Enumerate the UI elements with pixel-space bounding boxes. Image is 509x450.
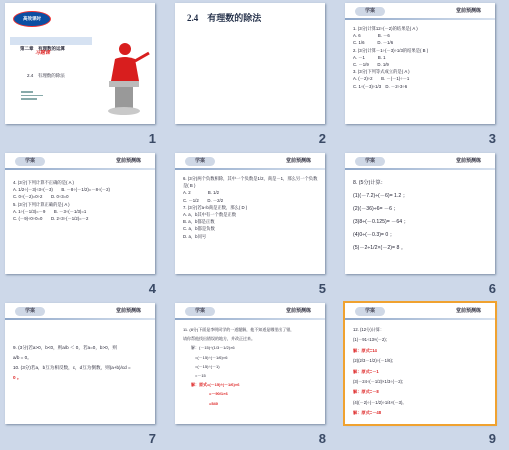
cover-tag: 习题课 bbox=[35, 50, 51, 56]
slide-body: 4. (3分)下列计算不正确的是( A ) A. 1/2÷(－3)÷3÷(－3) B. －8÷(－1/2)=－8÷(－2) C. 0÷(－2)=0÷2 D. 0÷3=0 5. (3分)下列计算正确的是( A ) A. 1÷(－1/3)=－9 B. －3÷(－1/3)=1 C. (－9)÷0÷0=0 D. 2÷3÷(－1/2)=－2 bbox=[13, 180, 110, 222]
cover-author-lines bbox=[21, 89, 47, 103]
cover-lesson: 2.4 有理数的除法 bbox=[27, 73, 65, 78]
slide-header bbox=[5, 303, 155, 323]
slide-number: 9 bbox=[488, 431, 496, 446]
slide-thumbnail-2[interactable] bbox=[170, 0, 340, 150]
slide-header bbox=[345, 153, 495, 173]
header-pill: 学案 bbox=[355, 157, 385, 166]
slide-body: 6. (3分)两个负数相除，其中一个负数是1/2，商是－1，那么另一个负数 是( B ) A. 2 B. 1/2 C. －1/2 D. －2/2 7. (3分)若a÷b商是正数，那么( D ) A. a，b其中有一个数是正数 B. a，b都是正数 C. a，b都是负数 D. a，b同号 bbox=[183, 176, 318, 239]
slide-thumbnail-7[interactable] bbox=[0, 300, 170, 450]
slide-6-canvas bbox=[345, 153, 495, 274]
slide-number: 1 bbox=[148, 131, 156, 146]
slide-body: 1. (3分)计算12÷(－2)的结果是( A ) A. 6 B. －6 C. 1/6 D. －1/6 2. (3分)计算－1÷(－3)÷1/3的结果是( B ) A. －1 B. 1 C. －1/9 D. 1/9 3. (3分)下列等式成立的是( A ) A. (－2)÷2 B. －(－1)÷－1 C. 1÷(－3)÷1/3 D. －2÷3÷6 bbox=[353, 26, 429, 89]
header-title: 堂前预测练 bbox=[285, 158, 311, 164]
slide-thumbnail-6[interactable] bbox=[340, 150, 509, 300]
slide-thumbnail-4[interactable] bbox=[0, 150, 170, 300]
slide-body: 9. (3分)若a>0，b<0，则a/b ＜ 0，若a=0，b>0，则 a/b = 0。 10. (3分)若a，b互为相反数，c，d互为倒数，则(a+b)/cd = 0 。 bbox=[13, 345, 131, 380]
chapter-band: 第二章 有理数的运算 bbox=[10, 37, 92, 45]
slide-thumbnail-8[interactable] bbox=[170, 300, 340, 450]
slide-7-canvas bbox=[5, 303, 155, 424]
header-pill: 学案 bbox=[355, 7, 385, 16]
slide-number: 6 bbox=[488, 281, 496, 296]
slide-9-canvas bbox=[345, 303, 495, 424]
header-title: 堂前预测练 bbox=[115, 308, 141, 314]
header-pill: 学案 bbox=[15, 157, 45, 166]
slide-body: 8. (5分)计算： (1)(－7.2)÷(－6)= 1.2 ； (2)(－36)÷6= －6 ； (3)8÷(－0.125)= －64 ； (4)0÷(－0.3)= 0 ； (5)－2÷1/2×(－2)= 8 。 bbox=[353, 180, 409, 251]
header-pill: 学案 bbox=[185, 307, 215, 316]
slide-body: 12. (12分)计算： (1)－91÷13×(－2); 解：原式=14 (2)(2/3－1/2)÷(－1/6); 解：原式=－1 (3)－24÷(－1/2)×1/3÷(－2); 解：原式=－8 (4)(－2)÷(－1/2)÷1/4×(－3)。 解：原式=－48 bbox=[353, 327, 407, 416]
slide-header bbox=[345, 3, 495, 23]
slide-header bbox=[175, 303, 325, 323]
header-title: 堂前预测练 bbox=[455, 308, 481, 314]
slide-3-canvas bbox=[345, 3, 495, 124]
slide-number: 4 bbox=[148, 281, 156, 296]
slide-header bbox=[5, 153, 155, 173]
slide-number: 2 bbox=[318, 131, 326, 146]
slide-header bbox=[175, 153, 325, 173]
slide-body: 11. (8分)下面是李明同学的一道题解，他不知道是哪里出了错， 请你帮他找出错误的地方，并改正过来。 解：(－15)÷(1/3－1/2)×6 =(－15)÷(－1/6)×6 =(－15)÷(－1) =－15 解：原式=(－15)÷(－1/6)×6 =－90/1×6 =540 bbox=[183, 327, 295, 406]
slide-number: 3 bbox=[488, 131, 496, 146]
slide-8-canvas bbox=[175, 303, 325, 424]
red-figure-podium-icon bbox=[105, 41, 151, 117]
slide-header bbox=[345, 303, 495, 323]
header-pill: 学案 bbox=[185, 157, 215, 166]
header-title: 堂前预测练 bbox=[455, 158, 481, 164]
slide-number: 7 bbox=[148, 431, 156, 446]
header-title: 堂前预测练 bbox=[455, 8, 481, 14]
slide-thumbnail-1[interactable] bbox=[0, 0, 170, 150]
slide-thumbnail-3[interactable] bbox=[340, 0, 509, 150]
header-title: 堂前预测练 bbox=[115, 158, 141, 164]
header-pill: 学案 bbox=[355, 307, 385, 316]
slide-2-canvas bbox=[175, 3, 325, 124]
slide-number: 5 bbox=[318, 281, 326, 296]
slide-thumbnail-5[interactable] bbox=[170, 150, 340, 300]
slide-thumbnail-9[interactable] bbox=[340, 300, 509, 450]
header-pill: 学案 bbox=[15, 307, 45, 316]
slide-5-canvas bbox=[175, 153, 325, 274]
logo-badge: 高效课时 bbox=[13, 11, 51, 27]
slide-number: 8 bbox=[318, 431, 326, 446]
slide-1-canvas bbox=[5, 3, 155, 124]
slide-4-canvas bbox=[5, 153, 155, 274]
header-title: 堂前预测练 bbox=[285, 308, 311, 314]
slide-title: 2.4 有理数的除法 bbox=[187, 13, 262, 23]
